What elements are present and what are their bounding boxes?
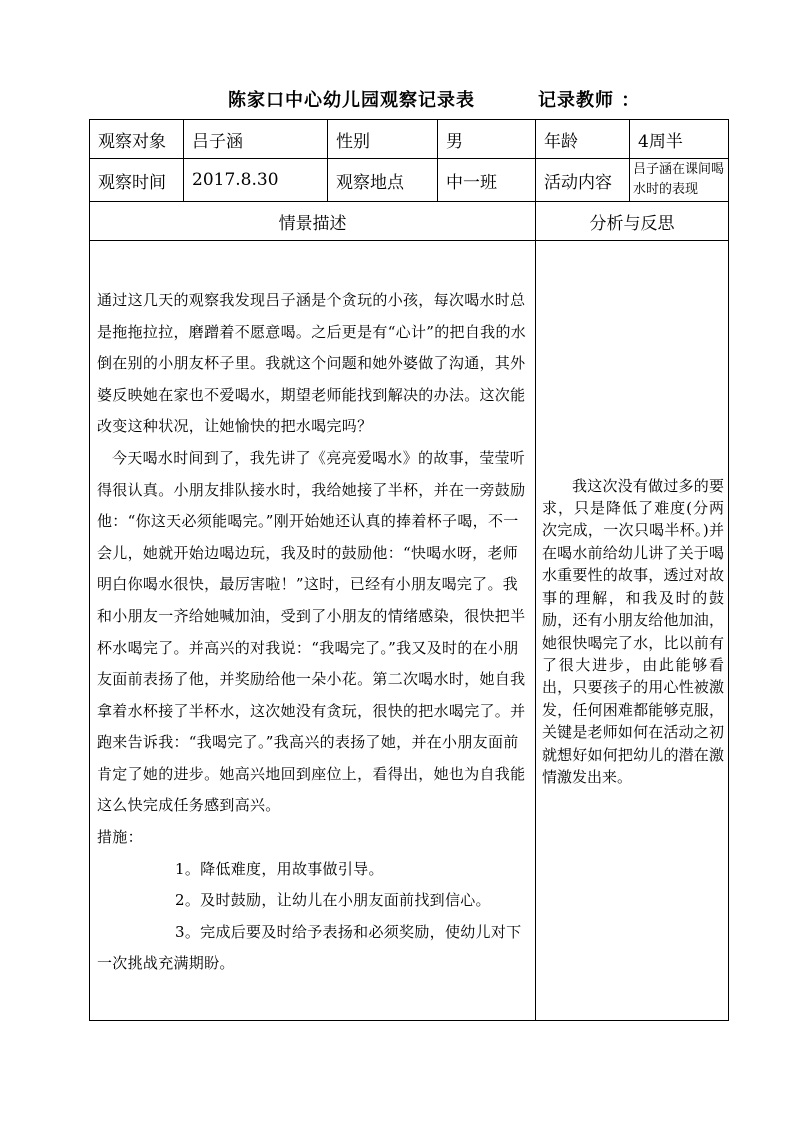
scene-header: 情景描述 [90, 202, 536, 241]
place-label: 观察地点 [328, 159, 438, 202]
content-row [90, 241, 729, 1021]
scene-description [90, 241, 536, 1021]
measure-item-2: 2。及时鼓励，让幼儿在小朋友面前找到信心。 [175, 891, 491, 910]
measure-item-3: 3。完成后要及时给予表扬和必须奖励，使幼儿对下一次挑战充满期盼。 [97, 922, 522, 973]
age-label: 年龄 [536, 120, 630, 159]
activity-value: 吕子涵在课间喝水时的表现 [630, 159, 729, 202]
time-label: 观察时间 [90, 159, 184, 202]
teacher-label: 记录教师 ： [538, 90, 641, 111]
place-value: 中一班 [438, 159, 536, 202]
subject-label: 观察对象 [90, 120, 184, 159]
info-row-1 [90, 120, 729, 159]
measure-item-1: 1。降低难度，用故事做引导。 [175, 859, 384, 878]
info-row-2 [90, 159, 729, 202]
observation-table [89, 119, 729, 1021]
subject-value: 吕子涵 [184, 120, 328, 159]
title-row [0, 86, 793, 112]
analysis-paragraph: 我这次没有做过多的要求，只是降低了难度(分两次完成，一次只喝半杯。)并在喝水前给幼儿讲了关于喝水重要性的故事，透过对故事的理解，和我及时的鼓励，还有小朋友给他加油，她很快喝完了水，比以前有了很大进步，由此能够看出，只要孩子的用心性被激发，任何困难都能够克服，关键是老师如何在活动之初就想好如何把幼儿的潜在激情激发出来。 [542, 476, 724, 786]
activity-label: 活动内容 [536, 159, 630, 202]
page-title: 陈家口中心幼儿园观察记录表 [228, 90, 475, 111]
analysis-header: 分析与反思 [536, 202, 729, 241]
gender-label: 性别 [328, 120, 438, 159]
age-value: 4周半 [630, 120, 729, 159]
gender-value: 男 [438, 120, 536, 159]
scene-paragraph-1: 通过这几天的观察我发现吕子涵是个贪玩的小孩，每次喝水时总是拖拖拉拉，磨蹭着不愿意喝。之后更是有“心计”的把自我的水倒在别的小朋友杯子里。我就这个问题和她外婆做了沟通，其外婆反映她在家也不爱喝水，期望老师能找到解决的办法。这次能改变这种状况，让她愉快的把水喝完吗？ [97, 290, 527, 436]
analysis-reflection [536, 241, 729, 1021]
time-value: 2017.8.30 [184, 159, 328, 202]
scene-paragraph-2: 今天喝水时间到了，我先讲了《亮亮爱喝水》的故事，莹莹听得很认真。小朋友排队接水时，我给她接了半杯，并在一旁鼓励他：“你这天必须能喝完。”刚开始她还认真的捧着杯子喝，不一会儿，她就开始边喝边玩，我及时的鼓励他：“快喝水呀，老师明白你喝水很快，最厉害啦！”这时，已经有小朋友喝完了。我和小朋友一齐给她喊加油，受到了小朋友的情绪感染，很快把半杯水喝完了。并高兴的对我说：“我喝完了。”我又及时的在小朋友面前表扬了他，并奖励给他一朵小花。第二次喝水时，她自我拿着水杯接了半杯水，这次她没有贪玩，很快的把水喝完了。并跑来告诉我：“我喝完了。”我高兴的表扬了她，并在小朋友面前肯定了她的进步。她高兴地回到座位上，看得出，她也为自我能这么快完成任务感到高兴。 [97, 448, 526, 815]
section-header-row [90, 202, 729, 241]
measures-label: 措施： [97, 828, 143, 847]
